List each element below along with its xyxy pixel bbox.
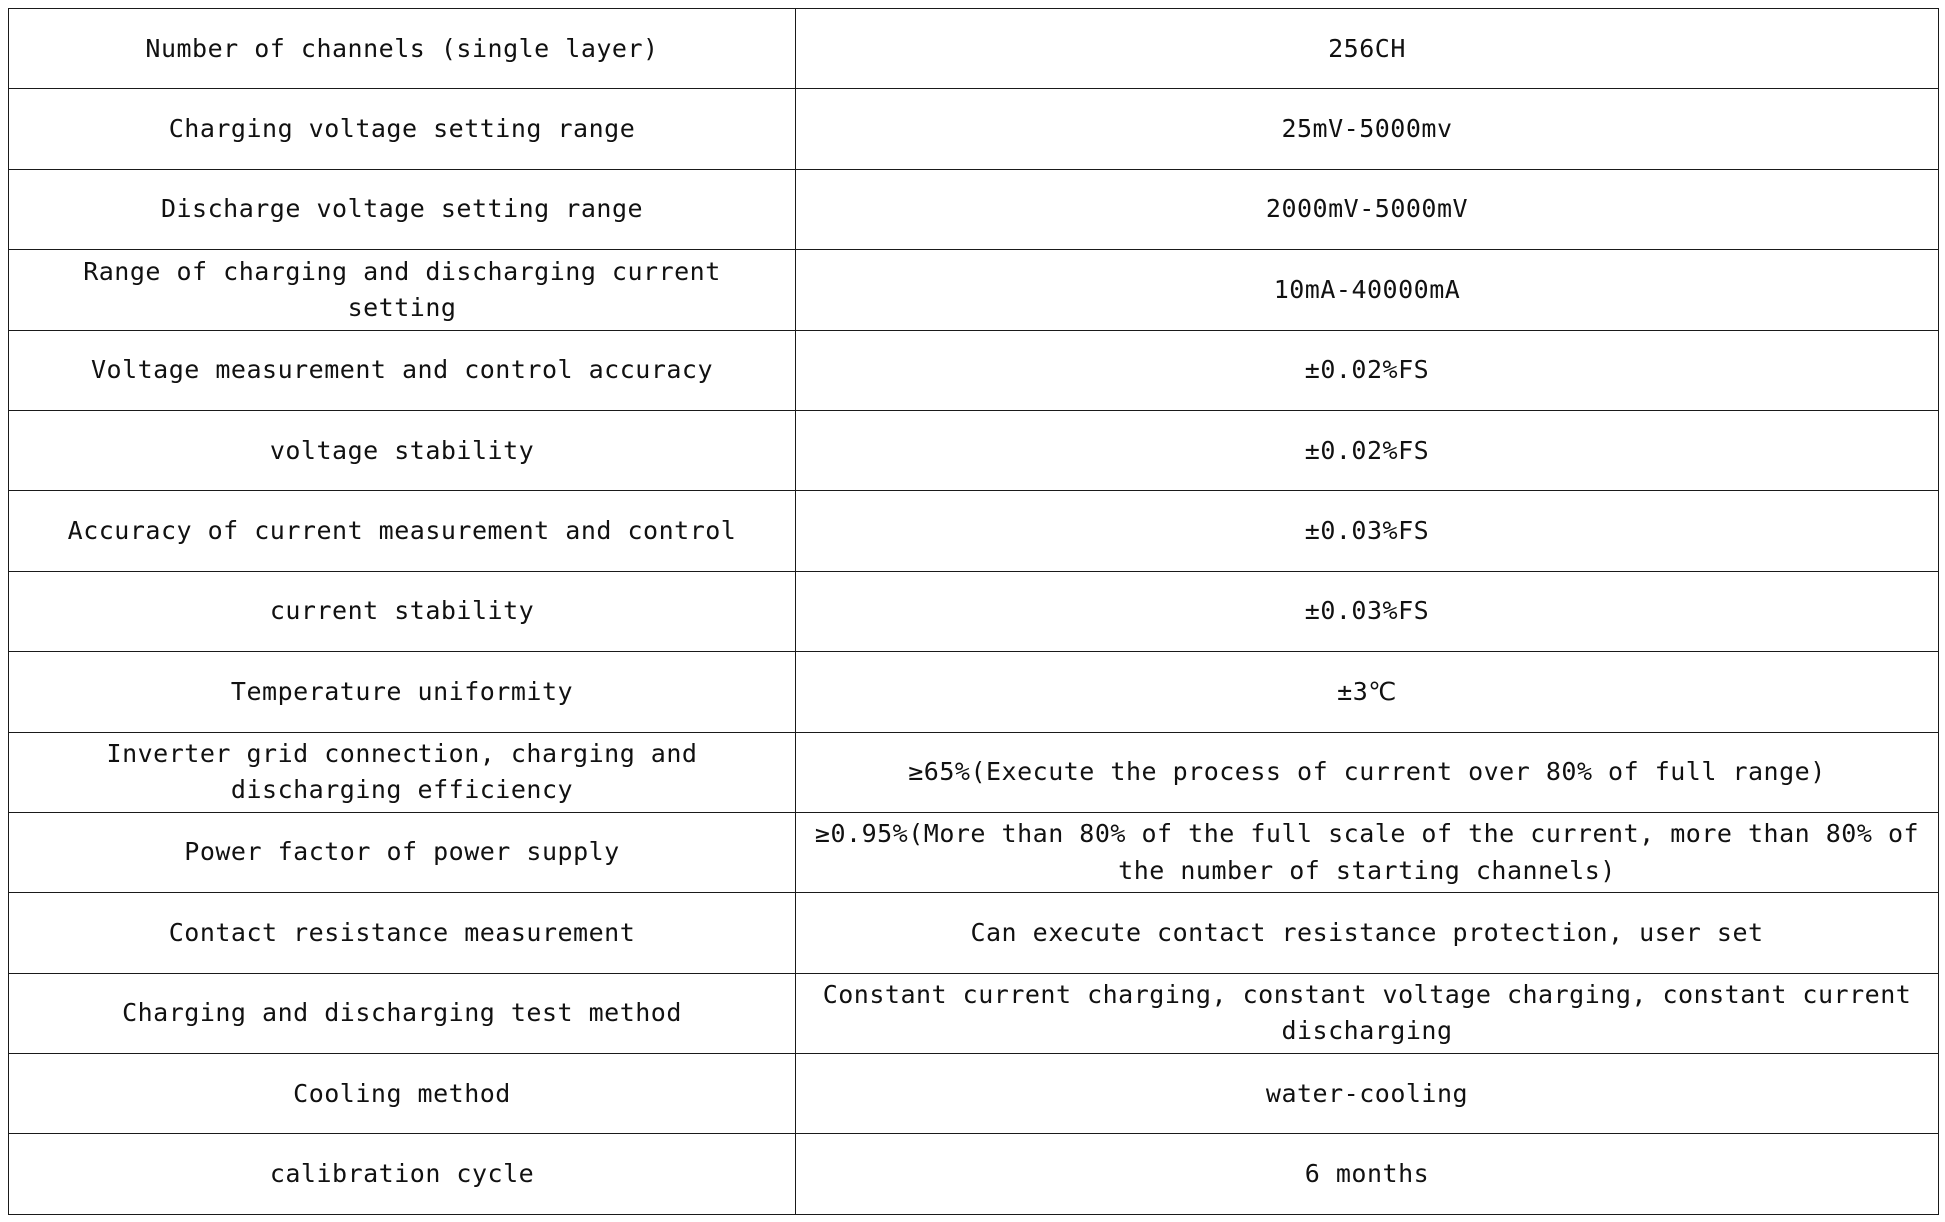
value-cell: ≥65%(Execute the process of current over 80% of full range) bbox=[796, 732, 1939, 812]
parameter-cell: Cooling method bbox=[9, 1054, 796, 1134]
value-cell: ≥0.95%(More than 80% of the full scale of the current, more than 80% of the number of starting channels) bbox=[796, 812, 1939, 892]
parameter-cell: Voltage measurement and control accuracy bbox=[9, 330, 796, 410]
parameter-cell: current stability bbox=[9, 571, 796, 651]
table-row bbox=[9, 491, 1939, 571]
table-row bbox=[9, 732, 1939, 812]
value-cell: ±3℃ bbox=[796, 652, 1939, 732]
parameter-cell: Temperature uniformity bbox=[9, 652, 796, 732]
parameter-cell: Power factor of power supply bbox=[9, 812, 796, 892]
parameter-cell: Discharge voltage setting range bbox=[9, 169, 796, 249]
parameter-cell: calibration cycle bbox=[9, 1134, 796, 1214]
value-cell: 6 months bbox=[796, 1134, 1939, 1214]
value-cell: Constant current charging, constant voltage charging, constant current discharging bbox=[796, 973, 1939, 1053]
parameter-cell: Accuracy of current measurement and control bbox=[9, 491, 796, 571]
table-row bbox=[9, 9, 1939, 89]
parameter-cell: Contact resistance measurement bbox=[9, 893, 796, 973]
value-cell: ±0.03%FS bbox=[796, 571, 1939, 651]
table-row bbox=[9, 973, 1939, 1053]
value-cell: ±0.02%FS bbox=[796, 330, 1939, 410]
parameter-cell: Inverter grid connection, charging and discharging efficiency bbox=[9, 732, 796, 812]
spec-table bbox=[8, 8, 1939, 1215]
table-row bbox=[9, 1054, 1939, 1134]
table-row bbox=[9, 169, 1939, 249]
table-row bbox=[9, 812, 1939, 892]
table-row bbox=[9, 652, 1939, 732]
parameter-cell: Charging and discharging test method bbox=[9, 973, 796, 1053]
parameter-cell: Number of channels (single layer) bbox=[9, 9, 796, 89]
table-row bbox=[9, 89, 1939, 169]
value-cell: 2000mV-5000mV bbox=[796, 169, 1939, 249]
parameter-cell: voltage stability bbox=[9, 410, 796, 490]
table-row bbox=[9, 330, 1939, 410]
parameter-cell: Range of charging and discharging current setting bbox=[9, 250, 796, 330]
value-cell: ±0.03%FS bbox=[796, 491, 1939, 571]
parameter-cell: Charging voltage setting range bbox=[9, 89, 796, 169]
value-cell: 25mV-5000mv bbox=[796, 89, 1939, 169]
table-row bbox=[9, 250, 1939, 330]
value-cell: ±0.02%FS bbox=[796, 410, 1939, 490]
value-cell: 256CH bbox=[796, 9, 1939, 89]
table-row bbox=[9, 410, 1939, 490]
value-cell: Can execute contact resistance protection, user set bbox=[796, 893, 1939, 973]
table-row bbox=[9, 893, 1939, 973]
spec-table-body bbox=[9, 9, 1939, 1215]
value-cell: water-cooling bbox=[796, 1054, 1939, 1134]
table-row bbox=[9, 571, 1939, 651]
table-row bbox=[9, 1134, 1939, 1214]
value-cell: 10mA-40000mA bbox=[796, 250, 1939, 330]
